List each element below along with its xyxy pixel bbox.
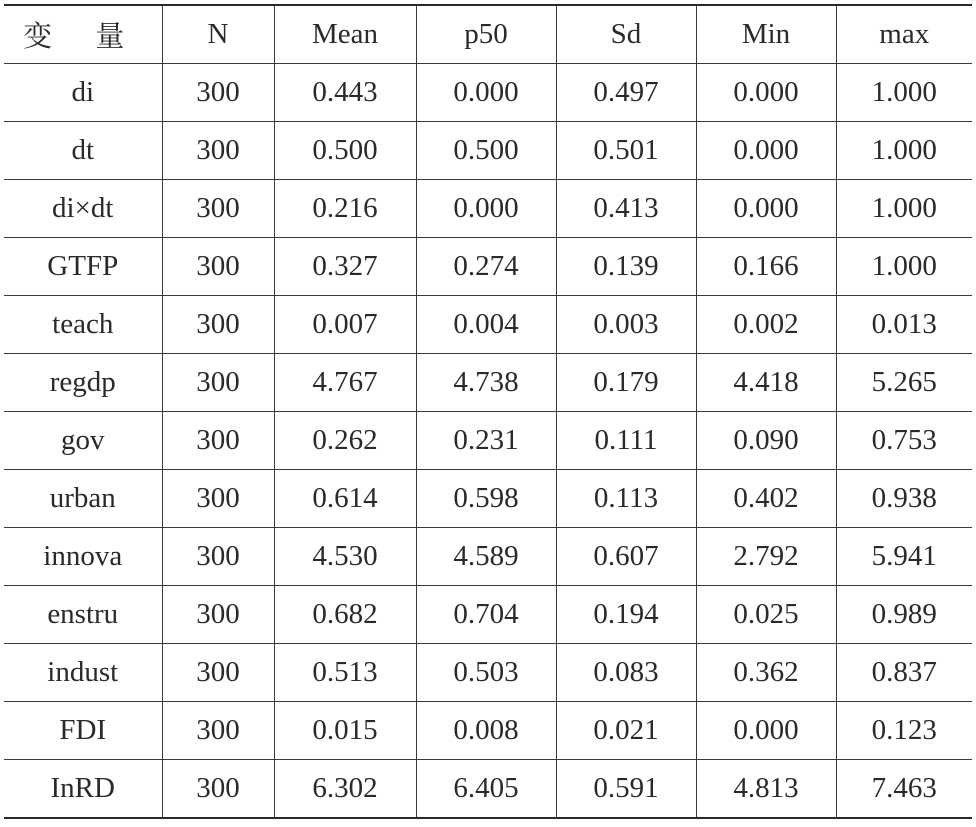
cell-p50: 0.231 [416,412,556,470]
table-row [4,586,972,644]
cell-n: 300 [162,702,274,760]
cell-sd: 0.179 [556,354,696,412]
cell-n: 300 [162,528,274,586]
cell-sd: 0.591 [556,760,696,819]
cell-n: 300 [162,644,274,702]
cell-max: 1.000 [836,238,972,296]
cell-variable: gov [4,412,162,470]
cell-sd: 0.113 [556,470,696,528]
cell-n: 300 [162,760,274,819]
table-body [4,64,972,819]
header-max: max [836,5,972,64]
cell-min: 2.792 [696,528,836,586]
cell-sd: 0.501 [556,122,696,180]
cell-mean: 0.682 [274,586,416,644]
cell-sd: 0.413 [556,180,696,238]
table-row [4,296,972,354]
table-row [4,470,972,528]
cell-min: 0.025 [696,586,836,644]
cell-mean: 0.513 [274,644,416,702]
header-p50: p50 [416,5,556,64]
cell-min: 0.000 [696,64,836,122]
table-row [4,412,972,470]
table-row [4,702,972,760]
cell-max: 0.938 [836,470,972,528]
cell-sd: 0.607 [556,528,696,586]
cell-sd: 0.139 [556,238,696,296]
cell-max: 0.753 [836,412,972,470]
cell-min: 0.002 [696,296,836,354]
cell-p50: 0.000 [416,64,556,122]
cell-p50: 4.738 [416,354,556,412]
cell-min: 0.166 [696,238,836,296]
cell-p50: 0.274 [416,238,556,296]
header-variable: 变 量 [4,5,162,64]
cell-p50: 0.503 [416,644,556,702]
cell-n: 300 [162,296,274,354]
cell-variable: InRD [4,760,162,819]
cell-mean: 6.302 [274,760,416,819]
cell-n: 300 [162,122,274,180]
cell-p50: 4.589 [416,528,556,586]
cell-p50: 0.000 [416,180,556,238]
cell-n: 300 [162,238,274,296]
cell-max: 1.000 [836,64,972,122]
cell-n: 300 [162,180,274,238]
cell-min: 4.418 [696,354,836,412]
table-row [4,644,972,702]
cell-mean: 0.614 [274,470,416,528]
cell-mean: 0.443 [274,64,416,122]
cell-sd: 0.111 [556,412,696,470]
cell-sd: 0.083 [556,644,696,702]
table-row [4,64,972,122]
cell-mean: 0.007 [274,296,416,354]
cell-min: 0.000 [696,122,836,180]
cell-max: 0.837 [836,644,972,702]
cell-sd: 0.021 [556,702,696,760]
cell-mean: 0.327 [274,238,416,296]
table-row [4,354,972,412]
header-n: N [162,5,274,64]
cell-max: 7.463 [871,772,937,804]
cell-min: 0.000 [696,702,836,760]
header-min: Min [696,5,836,64]
cell-n: 300 [162,412,274,470]
cell-sd: 0.194 [556,586,696,644]
cell-max: 0.989 [836,586,972,644]
cell-mean: 0.262 [274,412,416,470]
table-container [4,4,972,819]
table-row [4,180,972,238]
descriptive-statistics-table [4,4,972,819]
cell-variable: di×dt [4,180,162,238]
cell-variable: FDI [4,702,162,760]
cell-p50: 0.598 [416,470,556,528]
cell-variable: di [4,64,162,122]
header-mean: Mean [274,5,416,64]
cell-variable: urban [4,470,162,528]
cell-variable: enstru [4,586,162,644]
table-row [4,122,972,180]
cell-n: 300 [162,64,274,122]
cell-max: 5.941 [836,528,972,586]
table-row [4,238,972,296]
header-row [4,5,972,64]
cell-variable: GTFP [4,238,162,296]
table-row [4,760,972,819]
cell-max: 0.013 [836,296,972,354]
cell-variable: indust [4,644,162,702]
cell-max: 0.123 [836,702,972,760]
cell-mean: 0.216 [274,180,416,238]
cell-p50: 0.500 [416,122,556,180]
cell-sd: 0.497 [556,64,696,122]
cell-p50: 0.008 [416,702,556,760]
cell-min: 0.402 [696,470,836,528]
cell-mean: 0.015 [274,702,416,760]
cell-mean: 4.767 [274,354,416,412]
cell-mean: 4.530 [274,528,416,586]
cell-variable: dt [4,122,162,180]
table-row [4,528,972,586]
cell-n: 300 [162,586,274,644]
cell-max: 1.000 [836,180,972,238]
cell-sd: 0.003 [556,296,696,354]
cell-n: 300 [162,470,274,528]
cell-p50: 0.704 [416,586,556,644]
cell-mean: 0.500 [274,122,416,180]
cell-max: 1.000 [836,122,972,180]
cell-p50: 6.405 [416,760,556,819]
cell-variable: teach [4,296,162,354]
cell-p50: 0.004 [416,296,556,354]
cell-min: 4.813 [696,760,836,819]
cell-min: 0.362 [696,644,836,702]
cell-variable: regdp [4,354,162,412]
cell-variable: innova [4,528,162,586]
cell-n: 300 [162,354,274,412]
header-sd: Sd [556,5,696,64]
cell-min: 0.000 [696,180,836,238]
cell-max: 5.265 [836,354,972,412]
cell-min: 0.090 [696,412,836,470]
